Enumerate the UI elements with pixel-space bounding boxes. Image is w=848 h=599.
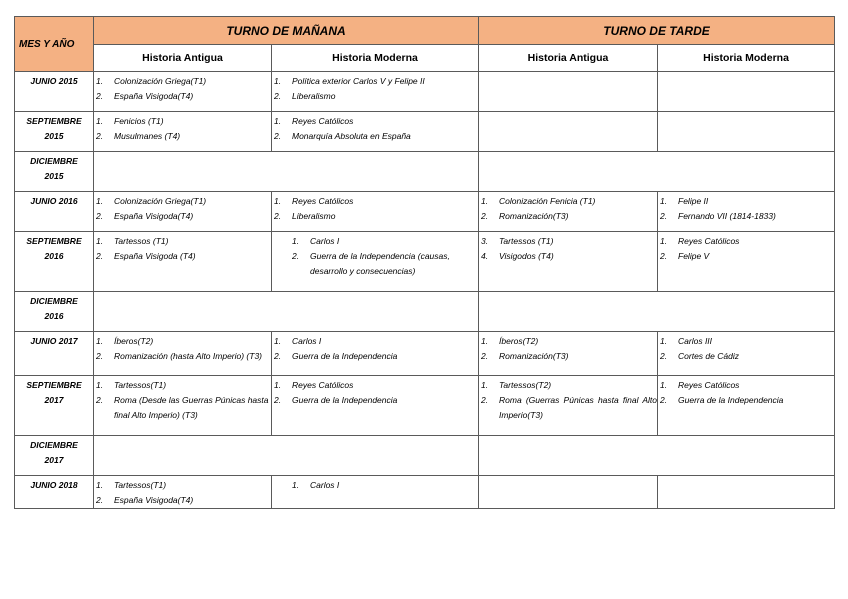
topic-text: Colonización Fenicia (T1) xyxy=(499,196,596,206)
topic-text: Tartessos(T2) xyxy=(499,380,552,390)
topic-list xyxy=(94,234,271,264)
item-number: 2. xyxy=(96,131,104,141)
topic-item xyxy=(94,114,271,129)
topic-text: Reyes Católicos xyxy=(292,380,354,390)
topic-text: Carlos I xyxy=(310,236,340,246)
topic-text: Liberalismo xyxy=(292,211,336,221)
mes-ano-header: MES Y AÑO xyxy=(15,17,94,72)
item-number: 1. xyxy=(274,116,282,126)
topic-text: Tartessos(T1) xyxy=(114,380,167,390)
manana-moderna-cell xyxy=(272,72,479,112)
topic-text: Musulmanes (T4) xyxy=(114,131,181,141)
month-label: SEPTIEMBRE xyxy=(26,380,82,390)
manana-antigua-cell xyxy=(94,376,272,436)
turno-manana-header: TURNO DE MAÑANA xyxy=(94,17,479,45)
topic-item xyxy=(94,349,271,364)
topic-text: Guerra de la Independencia xyxy=(292,351,398,361)
turno-tarde-header: TURNO DE TARDE xyxy=(479,17,835,45)
topic-text: Guerra de la Independencia xyxy=(678,395,784,405)
topic-item xyxy=(272,89,478,104)
item-number: 1. xyxy=(481,336,489,346)
topic-text: Monarquía Absoluta en España xyxy=(292,131,411,141)
month-cell xyxy=(15,436,94,476)
topic-list xyxy=(94,334,271,364)
item-number: 1. xyxy=(274,76,282,86)
topic-item xyxy=(272,74,478,89)
schedule-row xyxy=(15,152,835,192)
topic-text: Tartessos(T1) xyxy=(114,480,167,490)
topic-text: Cortes de Cádiz xyxy=(678,351,739,361)
month-cell xyxy=(15,192,94,232)
topic-text: Tartessos (T1) xyxy=(114,236,169,246)
topic-item xyxy=(94,129,271,144)
item-number: 1. xyxy=(660,236,668,246)
month-label: SEPTIEMBRE xyxy=(26,236,82,246)
manana-moderna-cell xyxy=(272,332,479,376)
topic-item xyxy=(272,129,478,144)
topic-text: Fernando VII (1814-1833) xyxy=(678,211,776,221)
topic-list xyxy=(272,114,478,144)
manana-moderna-header: Historia Moderna xyxy=(272,45,479,72)
month-label: 2015 xyxy=(44,171,64,181)
topic-item xyxy=(658,234,834,249)
item-number: 2. xyxy=(660,211,668,221)
month-cell xyxy=(15,72,94,112)
item-number: 1. xyxy=(96,480,104,490)
tarde-antigua-cell xyxy=(479,72,658,112)
topic-list xyxy=(272,74,478,104)
schedule-row xyxy=(15,332,835,376)
topic-text: Íberos(T2) xyxy=(114,336,154,346)
manana-antigua-cell xyxy=(94,476,272,509)
topic-item xyxy=(272,249,478,279)
tarde-antigua-cell xyxy=(479,476,658,509)
schedule-row xyxy=(15,292,835,332)
item-number: 2. xyxy=(274,211,282,221)
topic-text: Romanización (hasta Alto Imperio) (T3) xyxy=(114,351,263,361)
month-label: JUNIO 2018 xyxy=(30,480,78,490)
topic-list xyxy=(94,74,271,104)
schedule-row xyxy=(15,112,835,152)
month-cell xyxy=(15,292,94,332)
topic-list xyxy=(479,234,657,264)
topic-list xyxy=(658,378,834,408)
item-number: 2. xyxy=(96,251,104,261)
item-number: 2. xyxy=(481,395,489,405)
topic-list xyxy=(272,194,478,224)
item-number: 1. xyxy=(96,380,104,390)
topic-item xyxy=(658,378,834,393)
manana-antigua-cell xyxy=(94,232,272,292)
tarde-moderna-cell xyxy=(658,72,835,112)
topic-list xyxy=(479,334,657,364)
topic-item xyxy=(94,89,271,104)
topic-text: Romanización(T3) xyxy=(499,211,569,221)
tarde-antigua-cell xyxy=(479,332,658,376)
item-number: 2. xyxy=(96,395,104,405)
month-label: 2017 xyxy=(44,395,64,405)
month-cell xyxy=(15,152,94,192)
schedule-row xyxy=(15,192,835,232)
topic-item xyxy=(272,194,478,209)
topic-list xyxy=(272,334,478,364)
topic-text: Reyes Católicos xyxy=(292,116,354,126)
manana-antigua-cell xyxy=(94,192,272,232)
topic-text: España Visigoda(T4) xyxy=(114,211,194,221)
month-label: 2017 xyxy=(44,455,64,465)
manana-empty-cell xyxy=(94,292,479,332)
topic-list xyxy=(479,194,657,224)
topic-list xyxy=(94,378,271,423)
topic-text: Fenicios (T1) xyxy=(114,116,164,126)
item-number: 2. xyxy=(96,351,104,361)
tarde-empty-cell xyxy=(479,292,835,332)
topic-item xyxy=(658,393,834,408)
tarde-antigua-cell xyxy=(479,112,658,152)
topic-item xyxy=(272,234,478,249)
item-number: 2. xyxy=(481,211,489,221)
manana-antigua-cell xyxy=(94,72,272,112)
tarde-moderna-cell xyxy=(658,376,835,436)
manana-moderna-cell xyxy=(272,376,479,436)
topic-list xyxy=(272,234,478,279)
topic-text: Guerra de la Independencia (causas, desarrollo y consecuencias) xyxy=(310,251,450,276)
topic-list xyxy=(94,194,271,224)
topic-text: Reyes Católicos xyxy=(292,196,354,206)
topic-text: Visigodos (T4) xyxy=(499,251,554,261)
topic-item xyxy=(94,378,271,393)
topic-item xyxy=(658,334,834,349)
item-number: 1. xyxy=(481,380,489,390)
topic-text: Felipe V xyxy=(678,251,710,261)
topic-list xyxy=(658,334,834,364)
month-cell xyxy=(15,232,94,292)
topic-item xyxy=(272,393,478,408)
item-number: 2. xyxy=(96,211,104,221)
item-number: 2. xyxy=(292,251,300,261)
topic-text: Tartessos (T1) xyxy=(499,236,554,246)
month-label: 2015 xyxy=(44,131,64,141)
topic-text: Carlos III xyxy=(678,336,713,346)
topic-item xyxy=(94,249,271,264)
topic-item xyxy=(479,249,657,264)
topic-item xyxy=(658,349,834,364)
schedule-row xyxy=(15,376,835,436)
topic-text: Guerra de la Independencia xyxy=(292,395,398,405)
exam-schedule-table xyxy=(14,16,835,509)
item-number: 1. xyxy=(481,196,489,206)
schedule-row xyxy=(15,436,835,476)
topic-text: España Visigoda(T4) xyxy=(114,91,194,101)
month-cell xyxy=(15,376,94,436)
topic-text: Carlos I xyxy=(292,336,322,346)
manana-antigua-header: Historia Antigua xyxy=(94,45,272,72)
item-number: 2. xyxy=(274,91,282,101)
item-number: 4. xyxy=(481,251,489,261)
item-number: 2. xyxy=(96,495,104,505)
month-label: JUNIO 2016 xyxy=(30,196,78,206)
topic-item xyxy=(94,478,271,493)
schedule-row xyxy=(15,232,835,292)
item-number: 1. xyxy=(292,480,300,490)
month-cell xyxy=(15,476,94,509)
item-number: 1. xyxy=(274,336,282,346)
topic-item xyxy=(479,209,657,224)
month-label: JUNIO 2017 xyxy=(30,336,78,346)
topic-text: Romanización(T3) xyxy=(499,351,569,361)
item-number: 2. xyxy=(481,351,489,361)
topic-text: Política exterior Carlos V y Felipe II xyxy=(292,76,425,86)
topic-item xyxy=(94,194,271,209)
topic-item xyxy=(479,349,657,364)
item-number: 1. xyxy=(96,196,104,206)
topic-item xyxy=(272,478,478,493)
topic-text: Colonización Griega(T1) xyxy=(114,196,207,206)
topic-text: España Visigoda(T4) xyxy=(114,495,194,505)
topic-item xyxy=(658,209,834,224)
item-number: 1. xyxy=(96,76,104,86)
topic-item xyxy=(272,334,478,349)
tarde-empty-cell xyxy=(479,436,835,476)
topic-item xyxy=(272,209,478,224)
topic-item xyxy=(479,378,657,393)
manana-moderna-cell xyxy=(272,112,479,152)
tarde-empty-cell xyxy=(479,152,835,192)
item-number: 1. xyxy=(96,116,104,126)
topic-item xyxy=(658,194,834,209)
manana-antigua-cell xyxy=(94,112,272,152)
manana-moderna-cell xyxy=(272,192,479,232)
topic-list xyxy=(479,378,657,423)
month-label: SEPTIEMBRE xyxy=(26,116,82,126)
topic-list xyxy=(272,378,478,408)
item-number: 1. xyxy=(660,196,668,206)
topic-item xyxy=(94,234,271,249)
topic-item xyxy=(94,393,271,423)
topic-text: Reyes Católicos xyxy=(678,236,740,246)
topic-text: Liberalismo xyxy=(292,91,336,101)
item-number: 3. xyxy=(481,236,489,246)
topic-item xyxy=(272,378,478,393)
topic-item xyxy=(94,334,271,349)
topic-list xyxy=(94,114,271,144)
tarde-moderna-cell xyxy=(658,332,835,376)
month-cell xyxy=(15,332,94,376)
month-label: DICIEMBRE xyxy=(30,440,78,450)
manana-empty-cell xyxy=(94,152,479,192)
schedule-row xyxy=(15,476,835,509)
month-label: DICIEMBRE xyxy=(30,296,78,306)
topic-text: Reyes Católicos xyxy=(678,380,740,390)
item-number: 2. xyxy=(274,131,282,141)
topic-list xyxy=(658,234,834,264)
topic-item xyxy=(94,74,271,89)
topic-item xyxy=(479,234,657,249)
month-label: DICIEMBRE xyxy=(30,156,78,166)
item-number: 2. xyxy=(96,91,104,101)
item-number: 1. xyxy=(96,236,104,246)
topic-text: Íberos(T2) xyxy=(499,336,539,346)
tarde-moderna-cell xyxy=(658,192,835,232)
topic-text: Roma (Guerras Púnicas hasta final Alto Imperio(T3) xyxy=(499,395,658,420)
month-cell xyxy=(15,112,94,152)
item-number: 1. xyxy=(660,336,668,346)
item-number: 2. xyxy=(274,351,282,361)
tarde-moderna-cell xyxy=(658,112,835,152)
manana-empty-cell xyxy=(94,436,479,476)
month-label: 2016 xyxy=(44,251,64,261)
tarde-antigua-cell xyxy=(479,232,658,292)
manana-moderna-cell xyxy=(272,232,479,292)
tarde-antigua-cell xyxy=(479,192,658,232)
topic-list xyxy=(272,478,478,493)
item-number: 2. xyxy=(274,395,282,405)
topic-list xyxy=(94,478,271,508)
topic-text: Roma (Desde las Guerras Púnicas hasta final Alto Imperio) (T3) xyxy=(114,395,269,420)
tarde-moderna-cell xyxy=(658,232,835,292)
item-number: 2. xyxy=(660,251,668,261)
topic-text: Felipe II xyxy=(678,196,709,206)
topic-list xyxy=(658,194,834,224)
topic-item xyxy=(479,194,657,209)
tarde-antigua-header: Historia Antigua xyxy=(479,45,658,72)
topic-item xyxy=(479,334,657,349)
month-label: 2016 xyxy=(44,311,64,321)
item-number: 1. xyxy=(292,236,300,246)
topic-item xyxy=(272,349,478,364)
item-number: 1. xyxy=(274,196,282,206)
tarde-moderna-cell xyxy=(658,476,835,509)
topic-text: Colonización Griega(T1) xyxy=(114,76,207,86)
schedule-row xyxy=(15,72,835,112)
manana-moderna-cell xyxy=(272,476,479,509)
topic-item xyxy=(658,249,834,264)
topic-text: Carlos I xyxy=(310,480,340,490)
manana-antigua-cell xyxy=(94,332,272,376)
tarde-antigua-cell xyxy=(479,376,658,436)
item-number: 1. xyxy=(96,336,104,346)
topic-item xyxy=(94,209,271,224)
topic-item xyxy=(94,493,271,508)
tarde-moderna-header: Historia Moderna xyxy=(658,45,835,72)
item-number: 1. xyxy=(660,380,668,390)
topic-text: España Visigoda (T4) xyxy=(114,251,196,261)
item-number: 1. xyxy=(274,380,282,390)
item-number: 2. xyxy=(660,395,668,405)
topic-item xyxy=(272,114,478,129)
month-label: JUNIO 2015 xyxy=(30,76,78,86)
topic-item xyxy=(479,393,657,423)
item-number: 2. xyxy=(660,351,668,361)
